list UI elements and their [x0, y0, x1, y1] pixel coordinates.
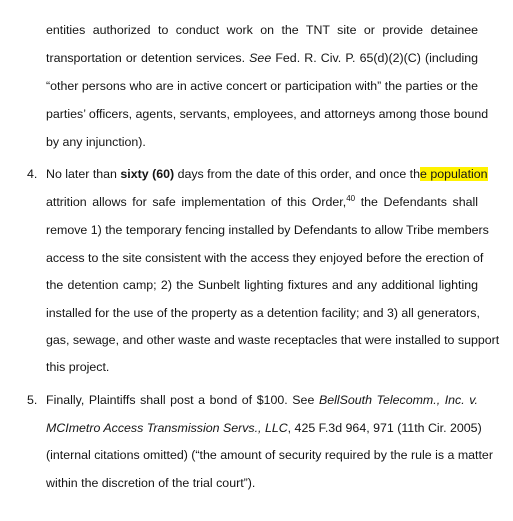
item-5-number: 5.: [27, 393, 38, 407]
case-citation-italic-cont: MCImetro Access Transmission Servs., LLC: [46, 421, 288, 435]
see-signal-italic: See: [249, 51, 272, 65]
item-4-line-7: gas, sewage, and other waste and waste receptacles that were installed to support: [46, 333, 500, 347]
item-5-line-2: MCImetro Access Transmission Servs., LLC, 425 F.3d 964, 971 (11th Cir. 2005): [46, 421, 482, 435]
intro-line-2-segment: Fed. R. Civ. P. 65(d)(2)(C) (including: [271, 51, 478, 65]
footnote-reference[interactable]: 40: [346, 193, 356, 203]
case-citation-italic: BellSouth Telecomm., Inc. v.: [318, 393, 478, 407]
intro-line-1: entities authorized to conduct work on the TNT site or provide detainee: [46, 23, 478, 37]
item-4-line-5: the detention camp; 2) the Sunbelt lighting fixtures and any additional lighting: [46, 278, 478, 292]
item-4-line-2: attrition allows for safe implementation of this Order,$^{40}$ the Defendants shall: [46, 193, 478, 209]
item-4-line-4: access to the site consistent with the access they enjoyed before the erection of: [46, 251, 484, 265]
intro-line-2-text: [46, 51, 478, 65]
item-4-number: 4.: [27, 167, 38, 181]
item-5-line-4: within the discretion of the trial court”).: [46, 476, 256, 490]
intro-line-2-segment: transportation or detention services.: [46, 51, 250, 65]
intro-line-5: by any injunction).: [46, 135, 146, 149]
intro-line-3: “other persons who are in active concert or participation with” the parties or the: [46, 79, 478, 93]
item-5-line-1: Finally, Plaintiffs shall post a bond of $100. See BellSouth Telecomm., Inc. v.: [46, 393, 478, 407]
item-4-bold-deadline: sixty (60): [120, 167, 175, 181]
item-4-line-3: remove 1) the temporary fencing installed by Defendants to allow Tribe members: [46, 223, 489, 237]
intro-line-4: parties’ officers, agents, servants, employees, and attorneys among those bound: [46, 107, 489, 121]
item-4-line-8: this project.: [46, 360, 110, 374]
item-4-line-6: installed for the use of the property as a detention facility; and 3) all generators,: [46, 306, 480, 320]
highlighted-text: e population: [420, 167, 488, 181]
item-5-line-3: (internal citations omitted) (“the amount of security required by the rule is a matter: [46, 448, 493, 462]
intro-line-2: [46, 50, 478, 66]
item-4-line-1: No later than sixty (60) days from the date of this order, and once the population: [46, 167, 488, 181]
